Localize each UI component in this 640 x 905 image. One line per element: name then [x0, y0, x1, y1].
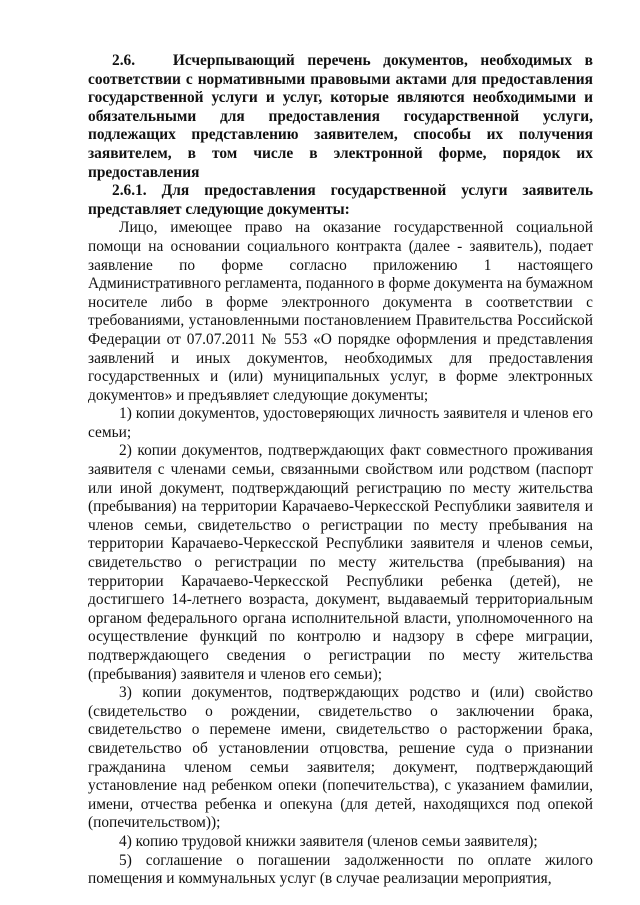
- section-heading: [88, 52, 593, 182]
- section-heading-text: Исчерпывающий перечень документов, необходимых в соответствии с нормативными правовыми актами для предоставления государственной услуги и услуг, которые являются необходимыми и обязательными для предоставления государственной услуги, подлежащих представлению заявителем, способы их получения заявителем, в том числе в электронной форме, порядок их предоставления: [88, 52, 593, 181]
- subsection-heading-text: Для предоставления государственной услуги заявитель представляет следующие документы:: [88, 182, 593, 218]
- list-item: 3) копии документов, подтверждающих родство и (или) свойство (свидетельство о рождении, свидетельство о заключении брака, свидетельство о перемене имени, свидетельство о расторжении брака, свидетельство об установлении отцовства, решение суда о признании гражданина членом семьи заявителя; документ, подтверждающий установление над ребенком опеки (попечительства), с указанием фамилии, имени, отчества ребенка и опекуна (для детей, находящихся под опекой (попечительством));: [88, 684, 593, 832]
- section-number: 2.6.: [112, 52, 136, 69]
- document-page: [88, 52, 593, 889]
- subsection-number: 2.6.1.: [112, 182, 147, 200]
- list-item: 4) копию трудовой книжки заявителя (членов семьи заявителя);: [119, 832, 538, 850]
- subsection-heading: [88, 182, 593, 219]
- intro-paragraph: Лицо, имеющее право на оказание государственной социальной помощи на основании социального контракта (далее - заявитель), подает заявление по форме согласно приложению 1 настоящего Административного регламента, поданного в форме документа на бумажном носителе либо в форме электронного документа в соответствии с требованиями, установленными постановлением Правительства Российской Федерации от 07.07.2011 № 553 «О порядке оформления и представления заявлений и иных документов, необходимых для предоставления государственных и (или) муниципальных услуг, в форме электронных документов» и предъявляет следующие документы;: [88, 219, 593, 404]
- list-item: 2) копии документов, подтверждающих факт совместного проживания заявителя с членами семьи, связанными свойством или родством (паспорт или иной документ, подтверждающий регистрацию по месту жительства (пребывания) на территории Карачаево-Черкесской Республики заявителя и членов семьи, свидетельство о регистрации по месту пребывания на территории Карачаево-Черкесской Республики заявителя и членов семьи, свидетельство о регистрации по месту жительства (пребывания) на территории Карачаево-Черкесской Республики ребенка (детей), не достигшего 14-летнего возраста, документ, выдаваемый территориальным органом федерального органа исполнительной власти, уполномоченного на осуществление функций по контролю и надзору в сфере миграции, подтверждающего сведения о регистрации по месту жительства (пребывания) заявителя и членов его семьи);: [88, 442, 593, 683]
- list-item: 1) копии документов, удостоверяющих личность заявителя и членов его семьи;: [88, 405, 593, 441]
- list-item: 5) соглашение о погашении задолженности по оплате жилого помещения и коммунальных услуг (в случае реализации мероприятия,: [88, 851, 593, 888]
